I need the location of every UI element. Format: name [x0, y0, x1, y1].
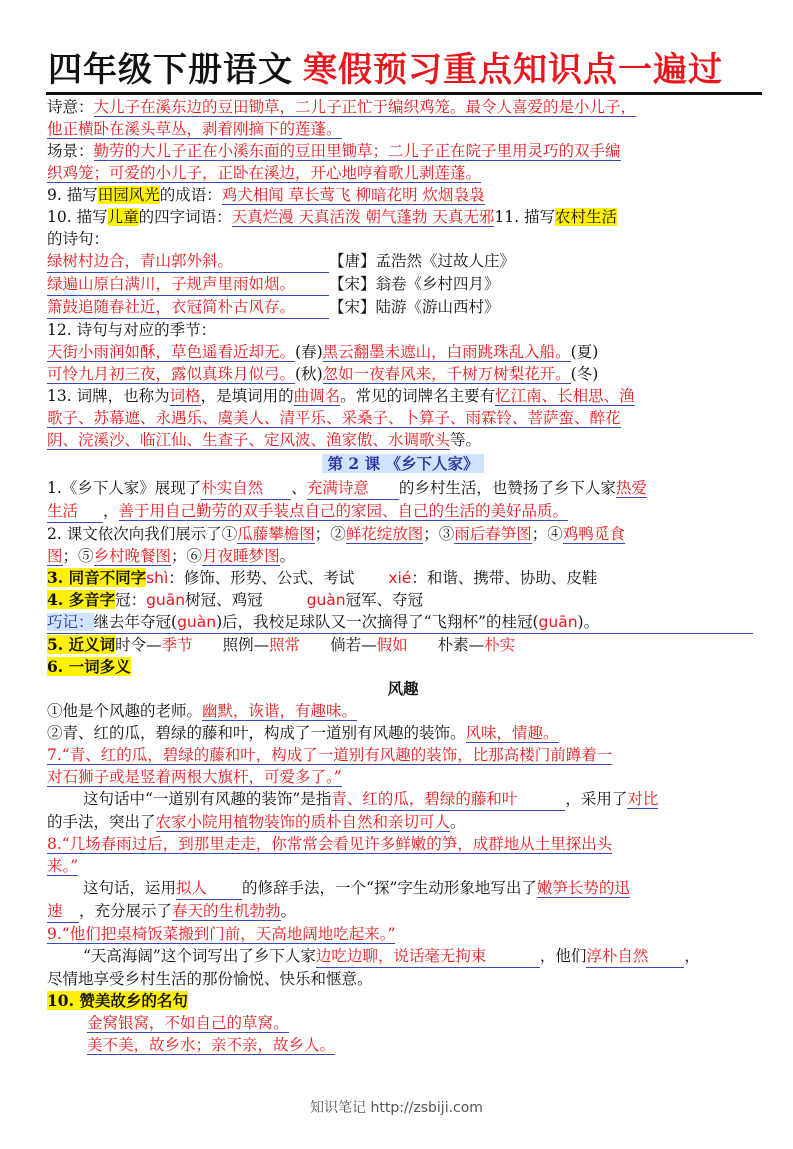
- text-line: 生活 ，善于用自己勤劳的双手装点自己的家园、自己的生活的美好品质。: [47, 500, 759, 523]
- title-rule: [46, 92, 762, 95]
- title-red: 寒假预习重点知识点一遍过: [303, 50, 723, 90]
- text-line: 6. 一词多义: [47, 657, 131, 676]
- text-line: 织鸡笼；可爱的小儿子，正卧在溪边，开心地哼着歌儿剥莲蓬。: [47, 164, 482, 182]
- lesson-heading: 第 2 课 《乡下人家》: [47, 453, 759, 475]
- season-line: 可怜九月初三夜，露似真珠月似弓。(秋)忽如一夜春风来，千树万树梨花开。(冬): [47, 365, 599, 383]
- text-line: 图；⑤乡村晚餐图；⑥月夜睡梦图。: [47, 547, 296, 565]
- text-line: 来。”: [47, 857, 79, 875]
- text-line: 速 ，充分展示了春天的生机勃勃。: [47, 900, 759, 923]
- text-line: 13. 词牌，也称为词格，是填词用的曲调名。常见的词牌名主要有忆江南、长相思、渔: [47, 387, 635, 405]
- text-line: 4. 多音字冠：guān树冠、鸡冠 guàn冠军、夺冠: [47, 590, 424, 609]
- text-line: 尽情地享受乡村生活的那份愉悦、快乐和惬意。: [47, 970, 373, 988]
- text-line: 这句话中“一道别有风趣的装饰”是指青、红的瓜，碧绿的藤和叶 ，采用了对比: [47, 788, 759, 811]
- word-heading: 风趣: [387, 679, 419, 698]
- content: [47, 96, 759, 1056]
- season-line: 天街小雨润如酥，草色遥看近却无。(春)黑云翻墨未遮山，白雨跳珠乱入船。(夏): [47, 343, 599, 361]
- text-line: ②青、红的瓜，碧绿的藤和叶，构成了一道别有风趣的装饰。风味，情趣。: [47, 724, 559, 742]
- text-line: 3. 同音不同字shì：修饰、形势、公式、考试 xié：和谐、携带、协助、皮鞋: [47, 568, 598, 587]
- poem-line: 箫鼓追随春社近，衣冠简朴古风存。 【宋】陆游《游山西村》: [47, 296, 759, 319]
- text-line: 9.“他们把桌椅饭菜搬到门前，天高地阔地吃起来。”: [47, 925, 396, 943]
- text-line: “天高海阔”这个词写出了乡下人家边吃边聊，说话毫无拘束 ，他们淳朴自然 ，: [47, 945, 759, 968]
- text-line: 诗意：大儿子在溪东边的豆田锄草，二儿子正忙于编织鸡笼。最令人喜爱的是小儿子，: [47, 98, 637, 116]
- text-line: 5. 近义词时令—季节 照例—照常 倘若—假如 朴素—朴实: [47, 635, 516, 654]
- page-title: [48, 42, 760, 96]
- text-line: 歌子、苏幕遮、永遇乐、虞美人、清平乐、采桑子、卜算子、雨霖铃、菩萨蛮、醉花: [47, 409, 621, 427]
- text-line: 1.《乡下人家》展现了朴实自然 、充满诗意 的乡村生活，也赞扬了乡下人家热爱: [47, 477, 759, 500]
- footer-watermark: 知识笔记 http://zsbiji.com: [310, 1100, 483, 1116]
- text-line: 12. 诗句与对应的季节：: [47, 321, 217, 339]
- text-line: 9. 描写田园风光的成语：鸡犬相闻 草长莺飞 柳暗花明 炊烟袅袅: [47, 186, 485, 204]
- poem-line: 绿树村边合，青山郭外斜。 【唐】孟浩然《过故人庄》: [47, 250, 759, 273]
- text-line: 巧记：继去年夺冠(guàn)后，我校足球队又一次摘得了“飞翔杯”的桂冠(guān)。: [47, 611, 753, 634]
- poem-line: 绿遍山原白满川，子规声里雨如烟。 【宋】翁卷《乡村四月》: [47, 273, 759, 296]
- text-line: 对石狮子或是竖着两根大旗杆，可爱多了。”: [47, 768, 342, 786]
- text-line: 场景：勤劳的大儿子正在小溪东面的豆田里锄草；二儿子正在院子里用灵巧的双手编: [47, 142, 621, 160]
- text-line: 金窝银窝，不如自己的草窝。: [87, 1014, 289, 1032]
- text-line: 10. 赞美故乡的名句: [47, 991, 188, 1010]
- text-line: 10. 描写儿童的四字词语：天真烂漫 天真活泼 朝气蓬勃 天真无邪11. 描写农村生活: [47, 208, 617, 226]
- text-line: 8.“几场春雨过后，到那里走走，你常常会看见许多鲜嫩的笋，成群地从土里探出头: [47, 835, 613, 853]
- text-line: 阴、浣溪沙、临江仙、生查子、定风波、渔家傲、水调歌头等。: [47, 431, 482, 449]
- text-line: 美不美，故乡水；亲不亲，故乡人。: [87, 1036, 336, 1054]
- text-line: 7.“青、红的瓜，碧绿的藤和叶，构成了一道别有风趣的装饰，比那高楼门前蹲着一: [47, 746, 613, 764]
- text-line: 这句话，运用拟人 的修辞手法，一个“探”字生动形象地写出了嫩笋长势的迅: [47, 877, 759, 900]
- text-line: ①他是个风趣的老师。幽默，诙谐，有趣味。: [47, 702, 358, 720]
- text-line: 2. 课文依次向我们展示了①瓜藤攀檐图；②鲜花绽放图；③雨后春笋图；④鸡鸭觅食: [47, 525, 625, 543]
- text-line: 的手法，突出了农家小院用植物装饰的质朴自然和亲切可人。: [47, 813, 466, 831]
- title-black: 四年级下册语文: [48, 50, 293, 90]
- text-line: 的诗句：: [47, 230, 110, 248]
- text-line: 他正横卧在溪头草丛，剥着刚摘下的莲蓬。: [47, 120, 342, 138]
